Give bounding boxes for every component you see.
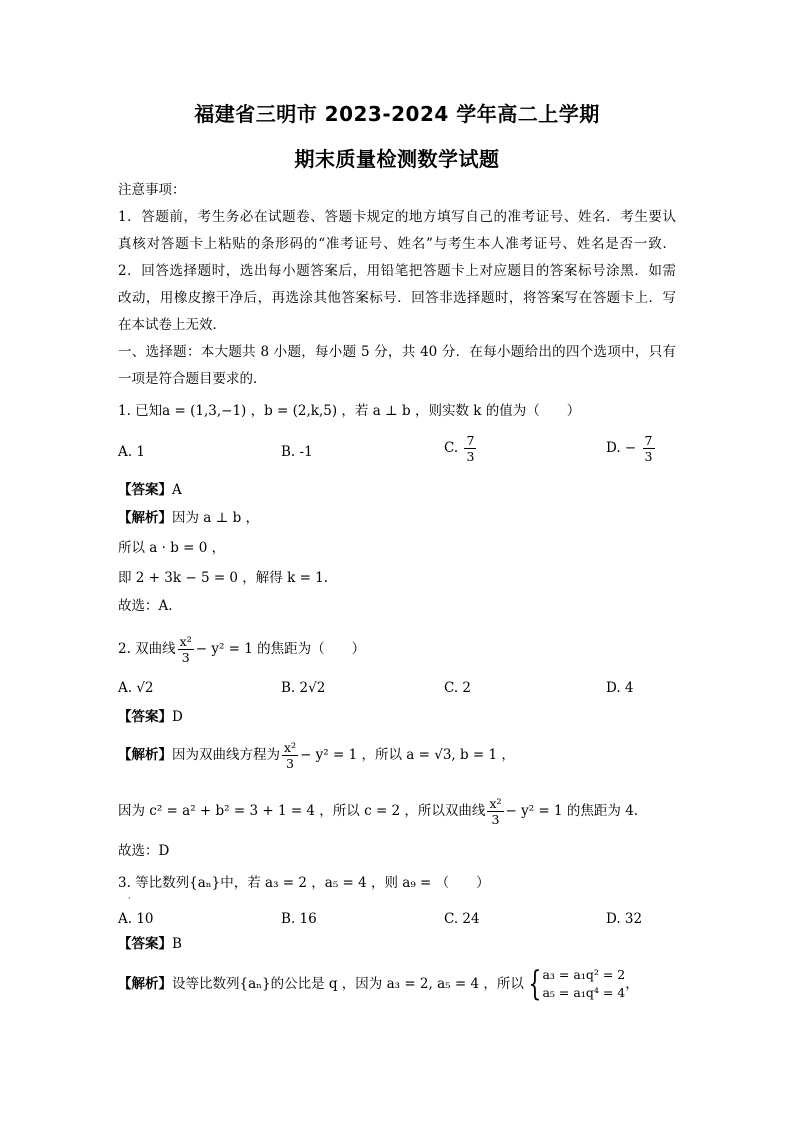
q1-option-d [606, 433, 657, 464]
q3-answer [118, 935, 182, 953]
q1-option-c-numerator: 7 [466, 433, 475, 448]
q3-analysis-tag: 【解析】 [118, 976, 172, 992]
q2-option-d: D. 4 [606, 680, 634, 696]
q2-analysis1-suffix: − y² = 1 ，所以 a = √3, b = 1 ， [300, 747, 515, 763]
q1-answer [118, 481, 182, 499]
q1-option-d-label: D. − [606, 440, 637, 456]
q3-system-comma: ， [625, 976, 639, 992]
q3-option-a: A. 10 [118, 911, 154, 927]
q1-analysis-line3: 即 2 + 3k − 5 = 0 ，解得 k = 1. [118, 570, 329, 586]
notice-heading: 注意事项： [118, 182, 186, 198]
q1-conclusion: 故选：A. [118, 598, 173, 614]
q3-option-b: B. 16 [281, 911, 317, 927]
q2-stem [118, 634, 365, 665]
left-brace-icon: { [528, 964, 542, 1004]
doc-title-line2: 期末质量检测数学试题 [294, 147, 500, 171]
q1-stem: 1. 已知a = (1,3,−1) ，b = (2,k,5) ，若 a ⊥ b ，则实数 k 的值为（ ） [118, 403, 581, 419]
q2-stem-prefix: 2. 双曲线 [118, 641, 176, 657]
q1-option-c [444, 433, 478, 464]
q2-conclusion: 故选：D [118, 843, 170, 859]
q2-analysis1-denominator: 3 [286, 756, 294, 771]
q3-analysis-text [118, 975, 524, 993]
q2-analysis-line2 [118, 796, 638, 827]
q2-analysis-tag: 【解析】 [118, 747, 172, 763]
notice-item1-line-b: 真核对答题卡上粘贴的条形码的“准考证号、姓名”与考生本人准考证号、姓名是否一致． [118, 236, 676, 252]
q3-answer-value: B [172, 936, 182, 952]
q1-answer-tag: 【答案】 [118, 482, 172, 498]
q2-option-c: C. 2 [444, 680, 472, 696]
q1-option-c-label: C. [444, 440, 459, 456]
q1-answer-value: A [172, 482, 182, 498]
q2-analysis-line1 [118, 740, 515, 771]
q2-option-a: A. √2 [118, 680, 154, 696]
q2-answer-value: D [172, 709, 183, 725]
q3-system-eq2: a₅ = a₁q⁴ = 4 [542, 985, 626, 1000]
q3-system-eq1: a₃ = a₁q² = 2 [542, 967, 626, 982]
q1-analysis-line2: 所以 a · b = 0 ， [118, 540, 226, 556]
q1-analysis-text1: 因为 a ⊥ b ， [172, 510, 260, 526]
q1-option-d-denominator: 3 [644, 449, 653, 464]
q2-stem-suffix: − y² = 1 的焦距为（ ） [195, 641, 366, 657]
q2-analysis2-denominator: 3 [491, 812, 500, 827]
q1-option-c-denominator: 3 [466, 449, 475, 464]
q1-option-a: A. 1 [118, 444, 145, 460]
q3-equation-system [542, 966, 625, 1002]
notice-item2-line-b: 改动，用橡皮擦干净后，再选涂其他答案标号．回答非选择题时，将答案写在答题卡上．写 [118, 290, 676, 306]
q2-answer-tag: 【答案】 [118, 709, 172, 725]
q3-option-c: C. 24 [444, 911, 480, 927]
section-heading-line-a: 一、选择题：本大题共 8 小题，每小题 5 分，共 40 分．在每小题给出的四个选项中，只有 [118, 344, 676, 360]
q2-analysis1-numerator: x² [284, 740, 297, 755]
q2-analysis2-fraction [487, 796, 503, 827]
q3-analysis-line1 [118, 966, 639, 1002]
q2-analysis2-numerator: x² [489, 796, 502, 811]
q2-analysis1-fraction [282, 740, 298, 771]
section-heading-line-b: 一项是符合题目要求的． [118, 371, 267, 387]
q3-answer-tag: 【答案】 [118, 936, 172, 952]
q3-option-d: D. 32 [606, 911, 643, 927]
q1-analysis-tag: 【解析】 [118, 510, 172, 526]
q1-option-d-fraction [643, 433, 655, 464]
q2-analysis2-prefix: 因为 c² = a² + b² = 3 + 1 = 4 ，所以 c = 2 ，所以双曲线 [118, 803, 486, 819]
q2-analysis1-prefix: 因为双曲线方程为 [172, 747, 280, 763]
q1-option-c-fraction [464, 433, 476, 464]
q1-option-d-numerator: 7 [644, 433, 653, 448]
doc-title-line1: 福建省三明市 2023-2024 学年高二上学期 [194, 102, 600, 126]
notice-item2-line-c: 在本试卷上无效． [118, 317, 226, 333]
q1-option-b: B. -1 [281, 444, 313, 460]
notice-item2-line-a: 2．回答选择题时，选出每小题答案后，用铅笔把答题卡上对应题目的答案标号涂黑．如需 [118, 263, 676, 279]
q2-option-b: B. 2√2 [281, 680, 326, 696]
q2-analysis2-suffix: − y² = 1 的焦距为 4. [505, 803, 639, 819]
q2-answer [118, 708, 183, 726]
q3-stem: 3. 等比数列{aₙ}中，若 a₃ = 2 ，a₅ = 4 ，则 a₉ = （ ） [118, 875, 490, 891]
q2-stem-fraction [178, 634, 194, 665]
decorative-dot: · [128, 894, 131, 903]
q3-analysis1: 设等比数列{aₙ}的公比是 q ，因为 a₃ = 2, a₅ = 4 ，所以 [172, 976, 524, 992]
q2-stem-numerator: x² [179, 634, 192, 649]
q1-analysis-line1 [118, 509, 259, 527]
notice-item1-line-a: 1．答题前，考生务必在试题卷、答题卡规定的地方填写自己的准考证号、姓名．考生要认 [118, 209, 676, 225]
q2-stem-denominator: 3 [181, 650, 190, 665]
